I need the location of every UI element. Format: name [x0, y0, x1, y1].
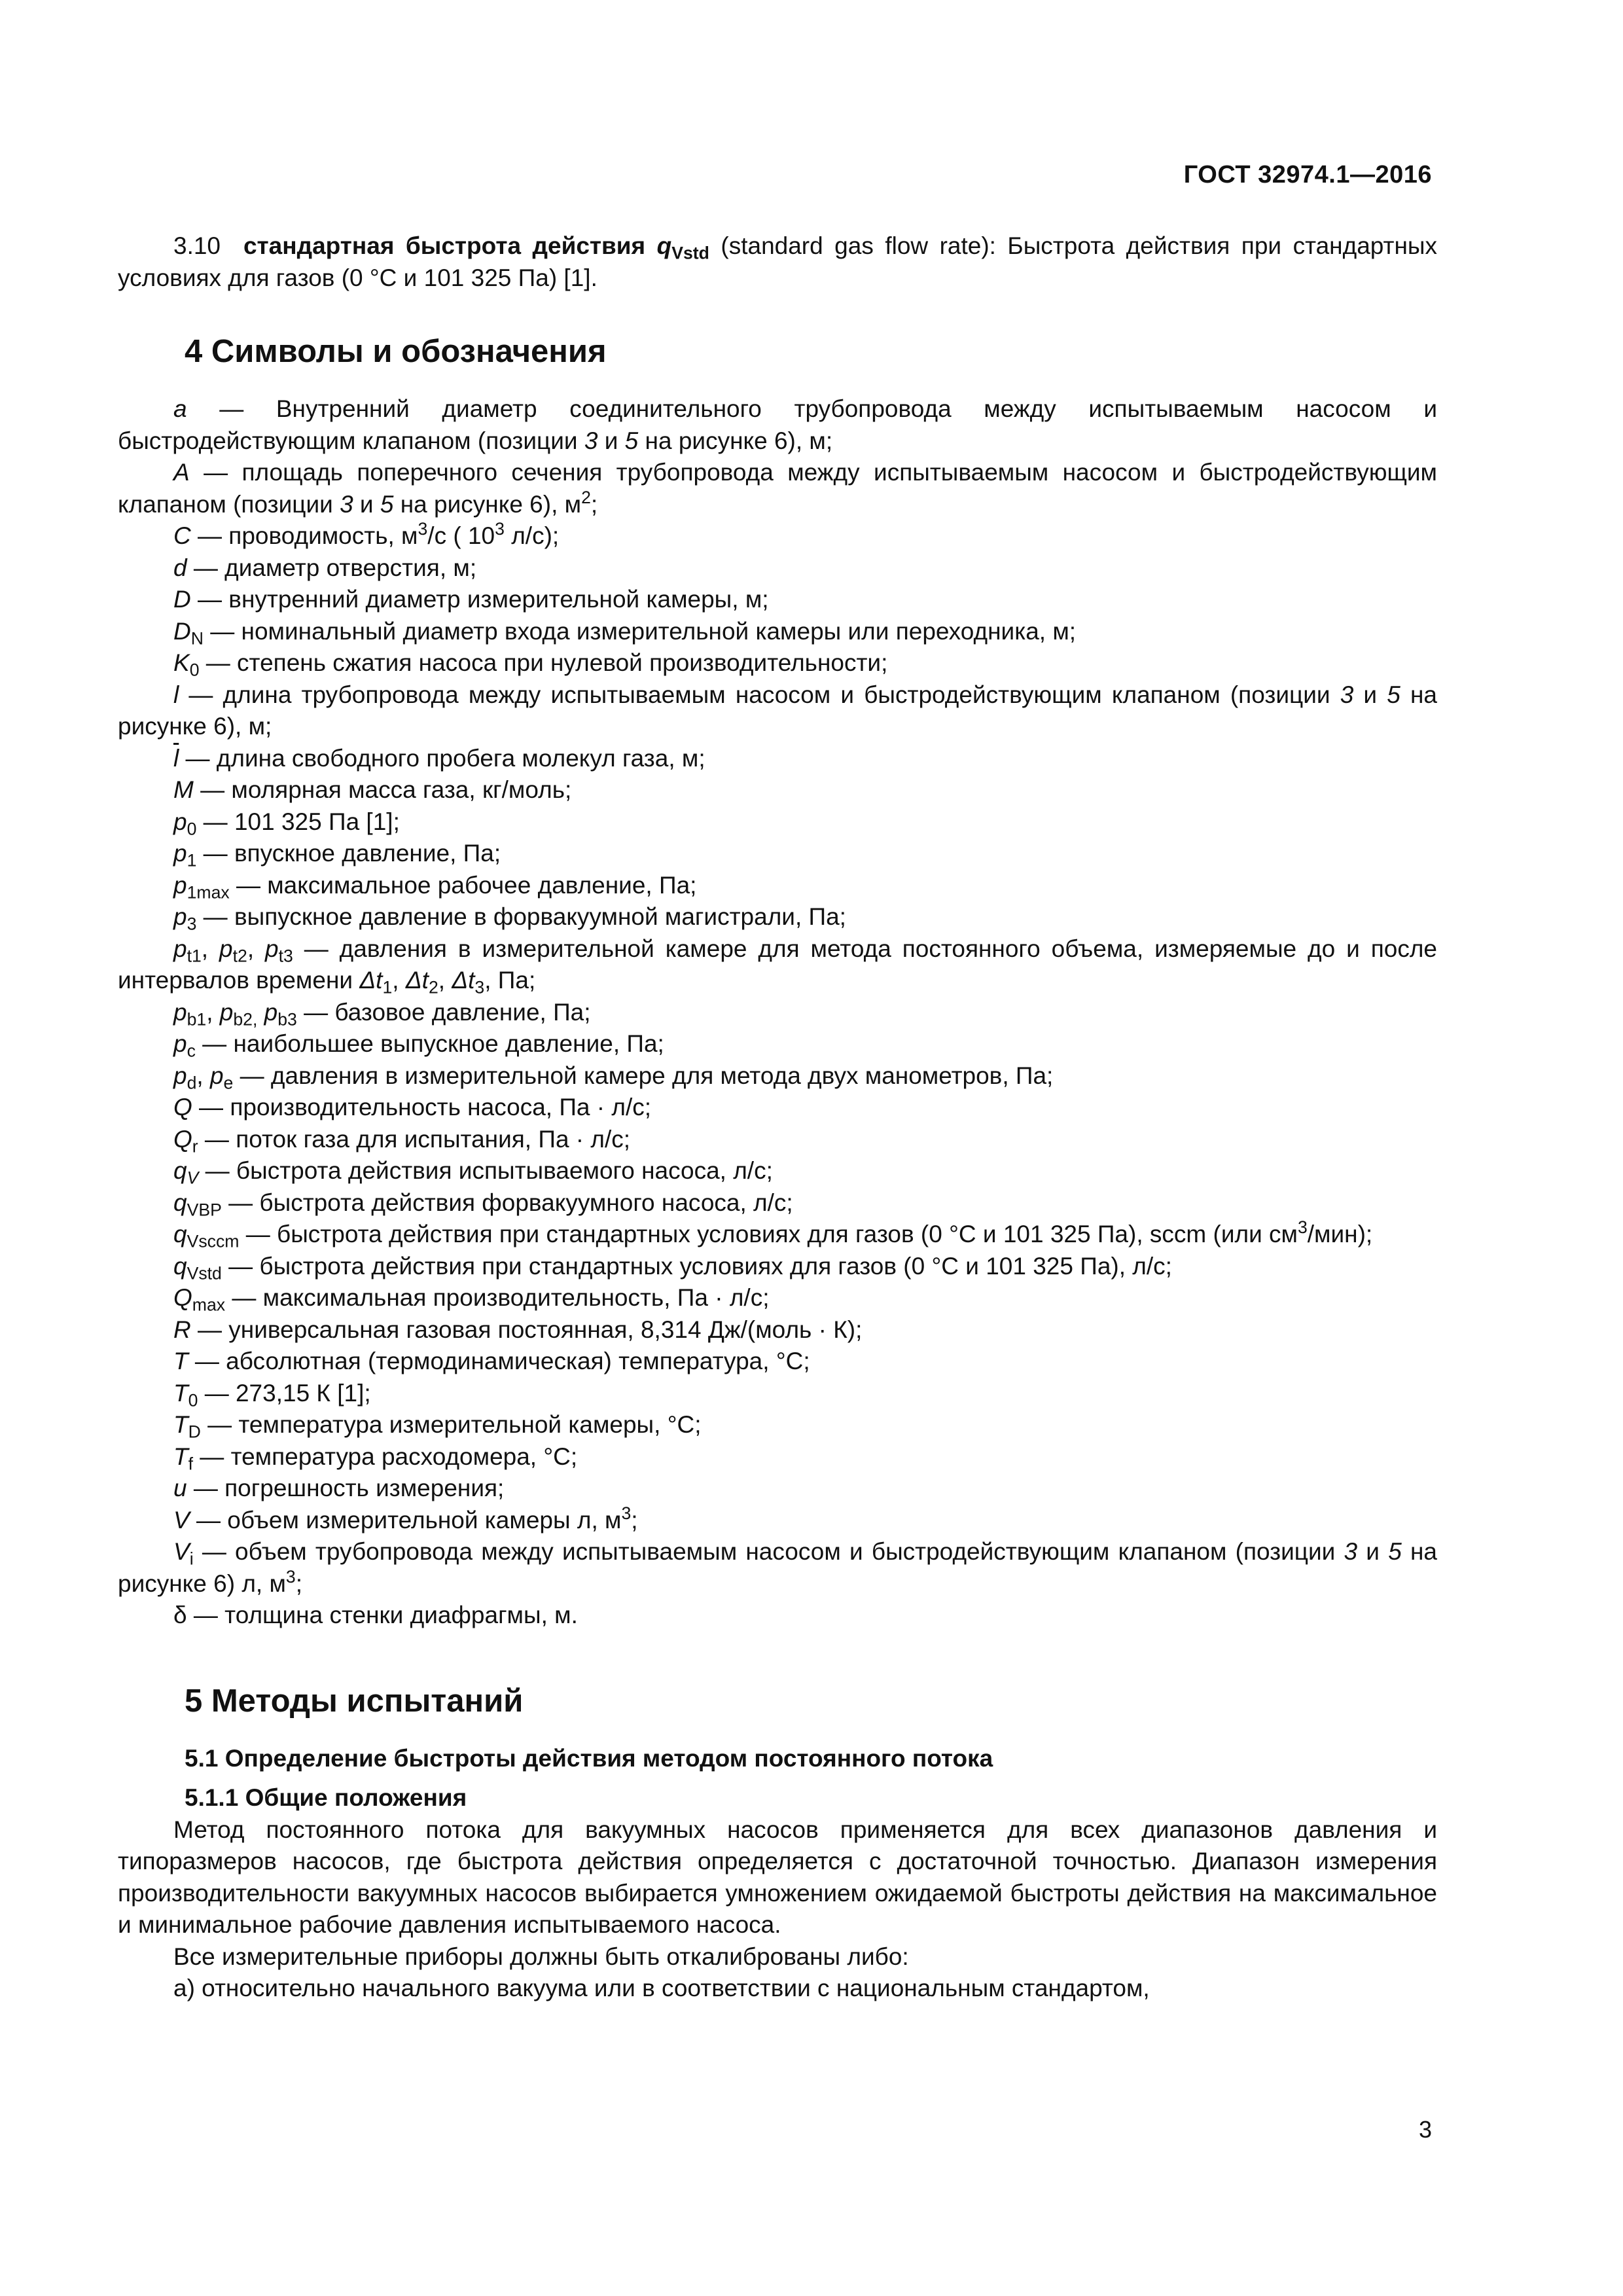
- symbol-l-bar: $\overline{l}$ — длина свободного пробега молекул газа, м;: [173, 744, 705, 772]
- term-3-10: 3.10 стандартная быстрота действия $q_{Vstd}$ (standard gas flow rate): Быстрота действия при стандартных условиях для газов (0 °С и 101 325 Па) [1].: [118, 232, 1438, 291]
- symbol-delta: δ — толщина стенки диафрагмы, м.: [173, 1602, 578, 1628]
- symbol-p1max: $p_{1max}$ — максимальное рабочее давление, Па;: [173, 871, 697, 902]
- symbol-A: A — площадь поперечного сечения трубопровода между испытываемым насосом и быстродействующим клапаном (позиции 3 и 5 на рисунке 6), $м^2$;: [118, 459, 1437, 518]
- symbol-K0: $K_0$ — степень сжатия насоса при нулевой производительности;: [173, 649, 888, 680]
- symbol-qV: $q_V$ — быстрота действия испытываемого насоса, л/с;: [173, 1157, 773, 1188]
- symbol-M: M — молярная масса газа, кг/моль;: [173, 776, 572, 803]
- symbol-Q: Q — производительность насоса, Па · л/с;: [173, 1094, 652, 1121]
- symbol-C: C — проводимость, $м^3/с$ ( $10^3$ л/с);: [173, 519, 560, 549]
- symbol-qVsccm: $q_{Vsccm}$ — быстрота действия при стандартных условиях для газов (0 °С и 101 325 Па), sccm (или $см^3/мин$);: [173, 1217, 1373, 1251]
- symbol-T0: $T_0$ — 273,15 К [1];: [173, 1379, 371, 1410]
- symbol-Tf: $T_f$ — температура расходомера, °С;: [173, 1443, 578, 1473]
- symbol-V: V — объем измерительной камеры л, $м^3$;: [173, 1503, 638, 1534]
- symbol-T: T — абсолютная (термодинамическая) температура, °С;: [173, 1348, 810, 1374]
- symbol-u: u — погрешность измерения;: [173, 1475, 505, 1501]
- symbols-list: [118, 393, 1437, 1632]
- symbol-pc: $p_c$ — наибольшее выпускное давление, Па;: [173, 1030, 664, 1061]
- section-5-1-1-heading: 5.1.1 Общие положения: [185, 1784, 467, 1811]
- symbol-p0: $p_0$ — 101 325 Па [1];: [173, 808, 400, 838]
- symbol-Qr: $Q_r$ — поток газа для испытания, Па · л/с;: [173, 1125, 631, 1156]
- symbol-Vi: $V_i$ — объем трубопровода между испытываемым насосом и быстродействующим клапаном (позиции 3 и 5 на рисунке 6) л, $м^3$;: [118, 1538, 1437, 1597]
- section-5-1-heading: 5.1 Определение быстроты действия методом постоянного потока: [185, 1744, 993, 1772]
- paragraph-5-1-1-b: Все измерительные приборы должны быть откалиброваны либо:: [173, 1943, 909, 1970]
- symbol-DN: $D_N$ — номинальный диаметр входа измерительной камеры или переходника, м;: [173, 617, 1077, 648]
- symbol-pde: $p_d$, $p_e$ — давления в измерительной камере для метода двух манометров, Па;: [173, 1062, 1054, 1092]
- symbol-qVstd: $q_{Vstd}$ — быстрота действия при стандартных условиях для газов (0 °С и 101 325 Па), л/с;: [173, 1252, 1172, 1283]
- symbol-p1: $p_1$ — впускное давление, Па;: [173, 840, 501, 870]
- symbol-R: R — универсальная газовая постоянная, 8,314 Дж/(моль · К);: [173, 1316, 863, 1343]
- page-content: [118, 230, 1437, 2005]
- symbol-pt: $p_{t1}$, $p_{t2}$, $p_{t3}$ — давления в измерительной камере для метода постоянного объема, измеряемые до и после интервалов времени $\Delta t_1$, $\Delta t_2$, $\Delta t_3$, Па;: [118, 935, 1438, 997]
- paragraph-5-1-1-a: Метод постоянного потока для вакуумных насосов применяется для всех диапазонов давления и типоразмеров насосов, где быстрота действия определяется с достаточной точностью. Диапазон измерения производительности вакуумных насосов выбирается умножением ожидаемой быстроты действия на максимальное и минимальное рабочие давления испытываемого насоса.: [118, 1816, 1437, 1938]
- symbol-p3: $p_3$ — выпускное давление в форвакуумной магистрали, Па;: [173, 903, 846, 934]
- symbol-d: d — диаметр отверстия, м;: [173, 554, 477, 581]
- symbol-D: D — внутренний диаметр измерительной камеры, м;: [173, 586, 769, 613]
- document-header: ГОСТ 32974.1—2016: [1183, 161, 1432, 188]
- page-number: 3: [1418, 2116, 1432, 2143]
- symbol-l: l — длина трубопровода между испытываемым насосом и быстродействующим клапаном (позиции 3 и 5 на рисунке 6), м;: [118, 681, 1438, 740]
- section-4-heading: 4 Символы и обозначения: [185, 334, 607, 369]
- symbol-qVBP: $q_{VBP}$ — быстрота действия форвакуумного насоса, л/с;: [173, 1189, 793, 1219]
- symbol-a: a — Внутренний диаметр соединительного трубопровода между испытываемым насосом и быстродействующим клапаном (позиции 3 и 5 на рисунке 6), м;: [118, 395, 1437, 454]
- symbol-Qmax: $Q_{max}$ — максимальная производительность, Па · л/с;: [173, 1284, 770, 1315]
- symbol-pb: $p_{b1}$, $p_{b2,}$ $p_{b3}$ — базовое давление, Па;: [173, 998, 591, 1029]
- list-item-a: а) относительно начального вакуума или в соответствии с национальным стандартом,: [173, 1975, 1150, 2001]
- section-5-heading: 5 Методы испытаний: [185, 1683, 524, 1719]
- symbol-TD: $T_D$ — температура измерительной камеры, °С;: [173, 1411, 702, 1442]
